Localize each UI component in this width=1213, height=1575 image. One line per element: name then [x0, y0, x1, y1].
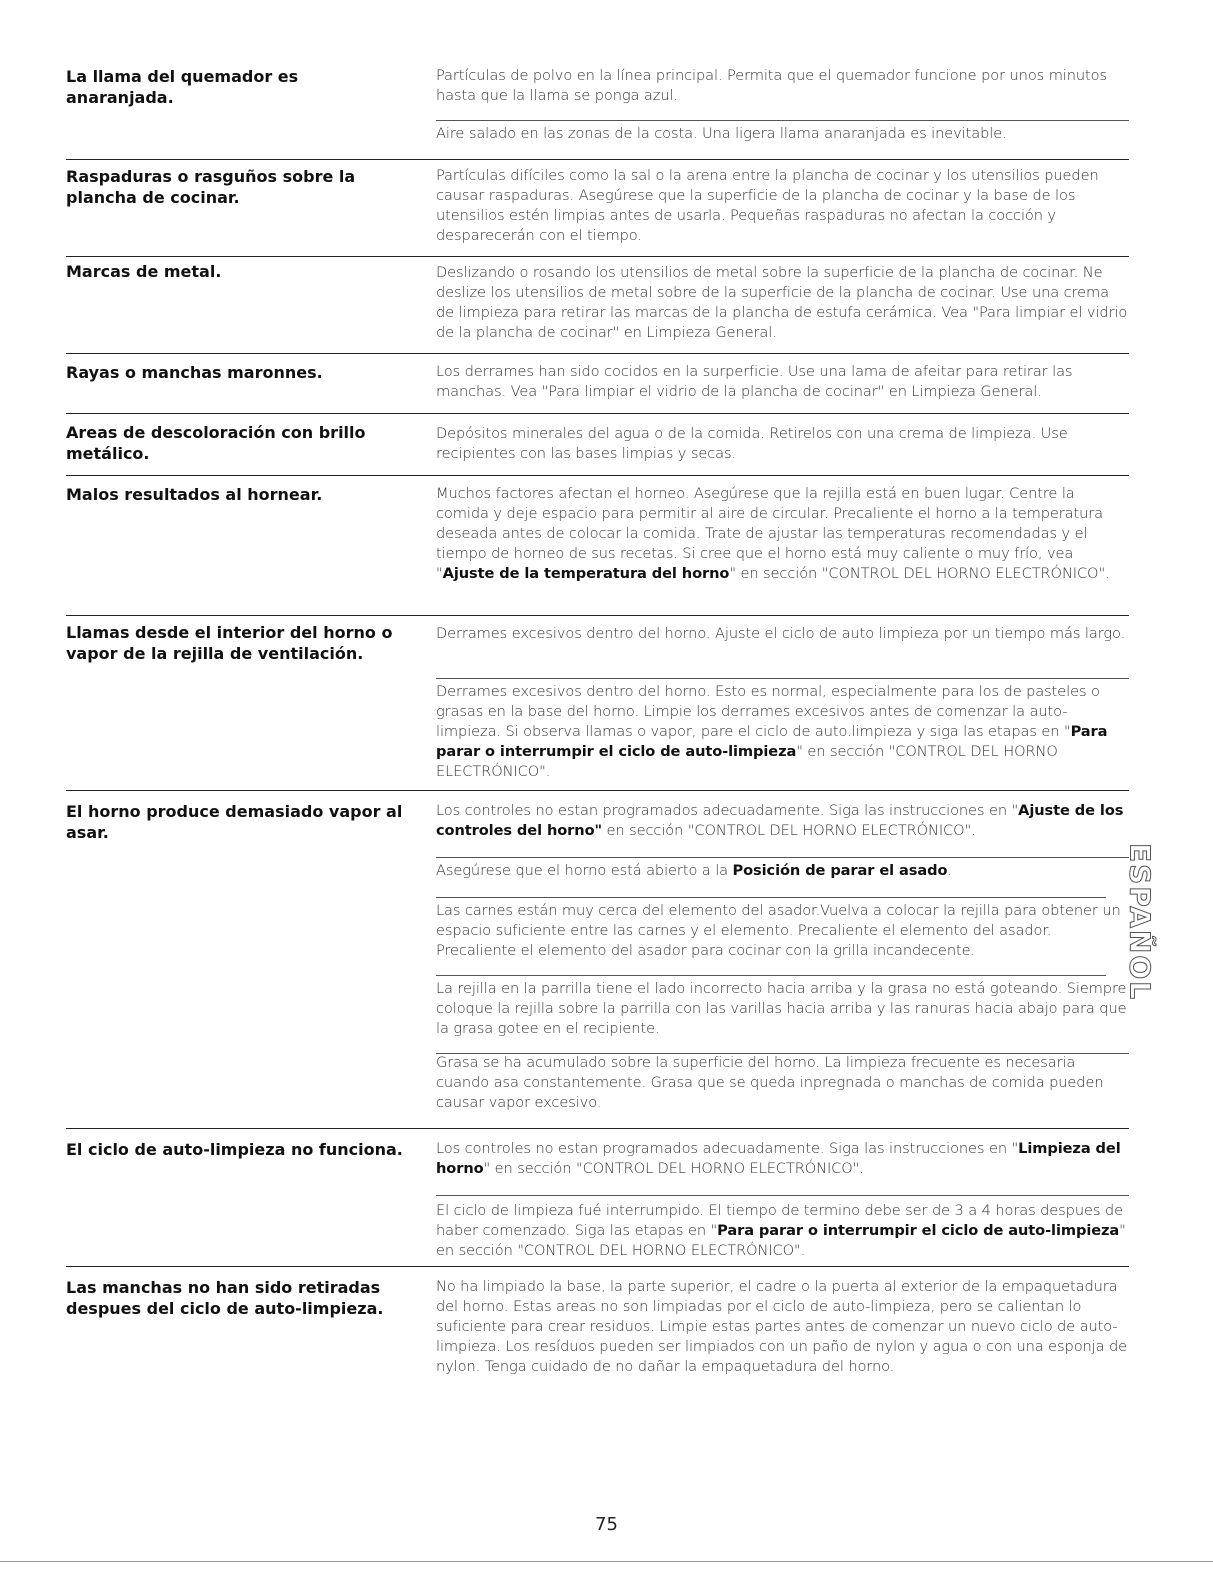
cause-text: Deslizando o rosando los utensilios de metal sobre la superficie de la plancha de cocinar. Ne deslize los utensilios de metal sobre de la superficie de la plancha de cocinar. Use una crema de limpieza para retirar las marcas de la plancha de estufa cerámica. Vea "Para limpiar el vidrio de la plancha de cocinar" en Limpieza General. — [436, 264, 1128, 341]
cause-emphasis: Posición de parar el asado — [732, 862, 948, 879]
cause-text: Los controles no estan programados adecuadamente. Siga las instrucciones en "Ajuste de los controles del horno" en sección "CONTROL DEL HORNO ELECTRÓNICO". — [436, 802, 1124, 839]
table-row — [66, 413, 1129, 463]
problem-text: Las manchas no han sido retiradas despues del ciclo de auto-limpieza. — [66, 1278, 384, 1318]
table-row — [66, 790, 1129, 1111]
cause-emphasis: Ajuste de los controles del horno" — [436, 802, 1124, 839]
cause-text: Asegúrese que el horno está abierto a la Posición de parar el asado. — [436, 862, 952, 879]
cause-text: La rejilla en la parrilla tiene el lado incorrecto hacia arriba y la grasa no está goteando. Siempre coloque la rejilla sobre la parrilla con las varillas hacia arriba y las ranuras hacia abajo para que la grasa gotee en el recipiente. — [436, 980, 1127, 1037]
table-row — [66, 475, 1129, 582]
cause-divider — [436, 1195, 1129, 1196]
problem-text: Marcas de metal. — [66, 262, 222, 281]
table-row — [66, 1128, 1129, 1259]
cause-text: Derrames excesivos dentro del horno. Ajuste el ciclo de auto limpieza por un tiempo más largo. — [436, 625, 1126, 642]
cause-divider — [436, 678, 1129, 679]
table-row — [66, 159, 1129, 244]
problem-text: El ciclo de auto-limpieza no funciona. — [66, 1140, 403, 1159]
table-row — [66, 353, 1129, 400]
cause-text: Aire salado en las zonas de la costa. Una ligera llama anaranjada es inevitable. — [436, 125, 1007, 142]
cause-emphasis: Para parar o interrumpir el ciclo de auto-limpieza — [717, 1222, 1120, 1239]
problem-text: Malos resultados al hornear. — [66, 485, 323, 504]
cause-text: Partículas de polvo en la línea principal. Permita que el quemador funcione por unos minutos hasta que la llama se ponga azul. — [436, 67, 1108, 104]
table-row — [66, 615, 1129, 780]
cause-text: Muchos factores afectan el horneo. Asegúrese que la rejilla está en buen lugar. Centre la comida y deje espacio para permitir al aire de circular. Precaliente el horno a la temperatura deseada antes de colocar la comida. Trate de ajustar las temperaturas recomendadas y el tiempo de horneo de sus recetas. Si cree que el horno está muy caliente o muy frío, vea "Ajuste de la temperatura del horno" en sección "CONTROL DEL HORNO ELECTRÓNICO". — [436, 485, 1110, 582]
problem-text: La llama del quemador es anaranjada. — [66, 67, 299, 107]
problem-text: Rayas o manchas maronnes. — [66, 363, 323, 382]
cause-text: Los controles no estan programados adecuadamente. Siga las instrucciones en "Limpieza del horno" en sección "CONTROL DEL HORNO ELECTRÓNICO". — [436, 1140, 1121, 1177]
problem-text: Areas de descoloración con brillo metálico. — [66, 423, 366, 463]
cause-text: Los derrames han sido cocidos en la surperficie. Use una lama de afeitar para retirar las manchas. Vea "Para limpiar el vidrio de la plancha de cocinar" en Limpieza General. — [436, 363, 1073, 400]
language-side-tab — [1120, 843, 1160, 1001]
table-row — [66, 256, 1129, 341]
cause-divider — [436, 897, 1106, 898]
cause-text: Partículas difíciles como la sal o la arena entre la plancha de cocinar y los utensilios pueden causar raspaduras. Asegúrese que la superficie de la plancha de cocinar y la base de los utensilios estén limpias antes de usarla. Pequeñas raspaduras no afectan la cocción y desparecerán con el tiempo. — [436, 167, 1099, 244]
bottom-divider — [0, 1561, 1213, 1562]
cause-text: Derrames excesivos dentro del horno. Esto es normal, especialmente para los de pasteles o grasas en la base del horno. Limpie los derrames excesivos antes de comenzar la auto-limpieza. Si observa llamas o vapor, pare el ciclo de auto.limpieza y siga las etapas en "Para parar o interrumpir el ciclo de auto-limpieza" en sección "CONTROL DEL HORNO ELECTRÓNICO". — [436, 683, 1108, 780]
cause-text: Las carnes están muy cerca del elemento del asador.Vuelva a colocar la rejilla para obtener un espacio suficiente entre las carnes y el elemento. Precaliente el elemento del asador. Precaliente el elemento del asador para cocinar con la grilla incandecente. — [436, 902, 1121, 959]
cause-text: Grasa se ha acumulado sobre la superficie del horno. La limpieza frecuente es necesaria cuando asa constantemente. Grasa que se queda inpregnada o manchas de comida pueden causar vapor excesivo. — [436, 1054, 1104, 1111]
cause-divider — [436, 120, 1129, 121]
problem-text: El horno produce demasiado vapor al asar. — [66, 802, 403, 842]
table-row — [66, 1266, 1129, 1375]
page-number: 75 — [595, 1514, 618, 1535]
cause-divider — [436, 857, 1129, 858]
cause-divider — [436, 975, 1106, 976]
cause-emphasis: Ajuste de la temperatura del horno — [442, 565, 730, 582]
problem-text: Llamas desde el interior del horno o vapor de la rejilla de ventilación. — [66, 623, 393, 663]
side-tab-label: ESPAÑOL — [1123, 843, 1157, 1001]
cause-text: No ha limpiado la base, la parte superior, el cadre o la puerta al exterior de la empaquetadura del horno. Estas areas no son limpiadas por el ciclo de auto-limpieza, pero se calientan lo suficiente para crear residuos. Limpie estas partes antes de comenzar un nuevo ciclo de auto-limpieza. Los resíduos pueden ser limpiados con un paño de nylon y agua o con una esponja de nylon. Tenga cuidado de no dañar la empaquetadura del horno. — [436, 1278, 1128, 1375]
cause-emphasis: Para parar o interrumpir el ciclo de auto-limpieza — [436, 723, 1108, 760]
problem-text: Raspaduras o rasguños sobre la plancha de cocinar. — [66, 167, 356, 207]
cause-text: El ciclo de limpieza fué interrumpido. El tiempo de termino debe ser de 3 a 4 horas despues de haber comenzado. Siga las etapas en "Para parar o interrumpir el ciclo de auto-limpieza" en sección "CONTROL DEL HORNO ELECTRÓNICO". — [436, 1202, 1126, 1259]
cause-emphasis: Limpieza del horno — [436, 1140, 1121, 1177]
cause-text: Depósitos minerales del agua o de la comida. Retirelos con una crema de limpieza. Use recipientes con las bases limpias y secas. — [436, 425, 1068, 462]
